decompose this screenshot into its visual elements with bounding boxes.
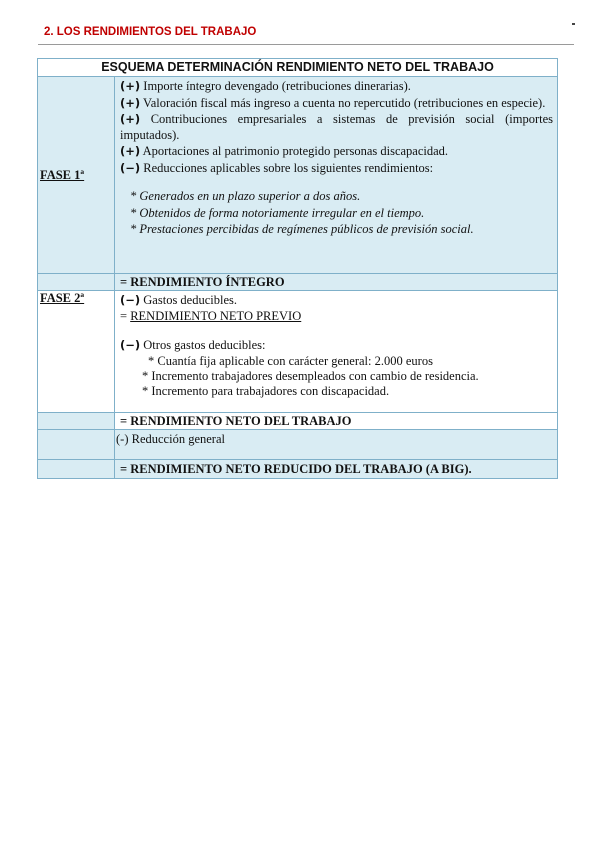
phase-1-item-text: Aportaciones al patrimonio protegido personas discapacidad. bbox=[140, 144, 449, 158]
phase-2-label: FASE 2ª bbox=[38, 291, 115, 413]
phase-1-item-text: Reducciones aplicables sobre los siguientes rendimientos: bbox=[140, 160, 434, 175]
other-expenses-text: Otros gastos deducibles: bbox=[140, 338, 266, 352]
other-expense-item: * Incremento para trabajadores con discapacidad. bbox=[142, 383, 390, 398]
phase-1-item-text: Contribuciones empresariales a sistemas de previsión social (importes imputados). bbox=[120, 112, 553, 142]
section-title: 2. LOS RENDIMIENTOS DEL TRABAJO bbox=[44, 26, 257, 38]
other-expense-item: * Cuantía fija aplicable con carácter general: 2.000 euros bbox=[148, 353, 433, 368]
minus-sign: (−) bbox=[120, 293, 141, 307]
empty-cell bbox=[38, 413, 115, 430]
other-expenses-line bbox=[120, 338, 553, 354]
phase-1-item bbox=[120, 79, 553, 95]
empty-cell bbox=[38, 274, 115, 291]
phase-1-label: FASE 1ª bbox=[38, 77, 115, 274]
plus-sign: (+) bbox=[120, 95, 141, 110]
phase-1-item-text: Importe íntegro devengado (retribuciones dinerarias). bbox=[140, 79, 411, 93]
empty-cell bbox=[38, 430, 115, 460]
final-reduced-result: = RENDIMIENTO NETO REDUCIDO DEL TRABAJO (A BIG). bbox=[115, 460, 558, 479]
net-previous-line bbox=[120, 309, 553, 325]
phase-1-item bbox=[120, 112, 553, 143]
plus-sign: (+) bbox=[120, 144, 141, 158]
net-work-result: = RENDIMIENTO NETO DEL TRABAJO bbox=[115, 413, 558, 430]
other-expense-item: * Incremento trabajadores desempleados con cambio de residencia. bbox=[142, 368, 479, 383]
empty-cell bbox=[38, 460, 115, 479]
reduction-item: * Prestaciones percibidas de regímenes públicos de previsión social. bbox=[130, 222, 474, 236]
plus-sign: (+) bbox=[120, 112, 141, 126]
deductible-expenses-text: Gastos deducibles. bbox=[140, 293, 238, 307]
title-divider bbox=[38, 44, 574, 45]
minus-sign: (−) bbox=[120, 338, 141, 352]
phase-1-item bbox=[120, 96, 553, 112]
net-previous-label: RENDIMIENTO NETO PREVIO bbox=[130, 308, 302, 323]
phase-1-item bbox=[120, 161, 553, 177]
spacer bbox=[120, 324, 553, 338]
reductions-list bbox=[120, 188, 553, 238]
rendimiento-integro-result: = RENDIMIENTO ÍNTEGRO bbox=[115, 274, 558, 291]
table-header: ESQUEMA DETERMINACIÓN RENDIMIENTO NETO DEL TRABAJO bbox=[38, 59, 558, 77]
title-divider-mark bbox=[572, 23, 575, 25]
phase-1-item-text: Valoración fiscal más ingreso a cuenta no repercutido (retribuciones en especie). bbox=[140, 95, 546, 110]
other-expenses-list bbox=[120, 354, 553, 399]
deductible-expenses-line bbox=[120, 293, 553, 309]
general-reduction: (-) Reducción general bbox=[115, 430, 558, 460]
phase-1-item bbox=[120, 144, 553, 160]
reduction-item: * Obtenidos de forma notoriamente irregular en el tiempo. bbox=[130, 205, 425, 220]
phase-2-content bbox=[115, 291, 558, 413]
minus-sign: (−) bbox=[120, 160, 141, 175]
scheme-table bbox=[37, 58, 558, 479]
phase-1-content bbox=[115, 77, 558, 274]
net-previous-equals: = bbox=[120, 308, 131, 323]
reduction-item: * Generados en un plazo superior a dos años. bbox=[130, 189, 361, 203]
plus-sign: (+) bbox=[120, 79, 141, 93]
